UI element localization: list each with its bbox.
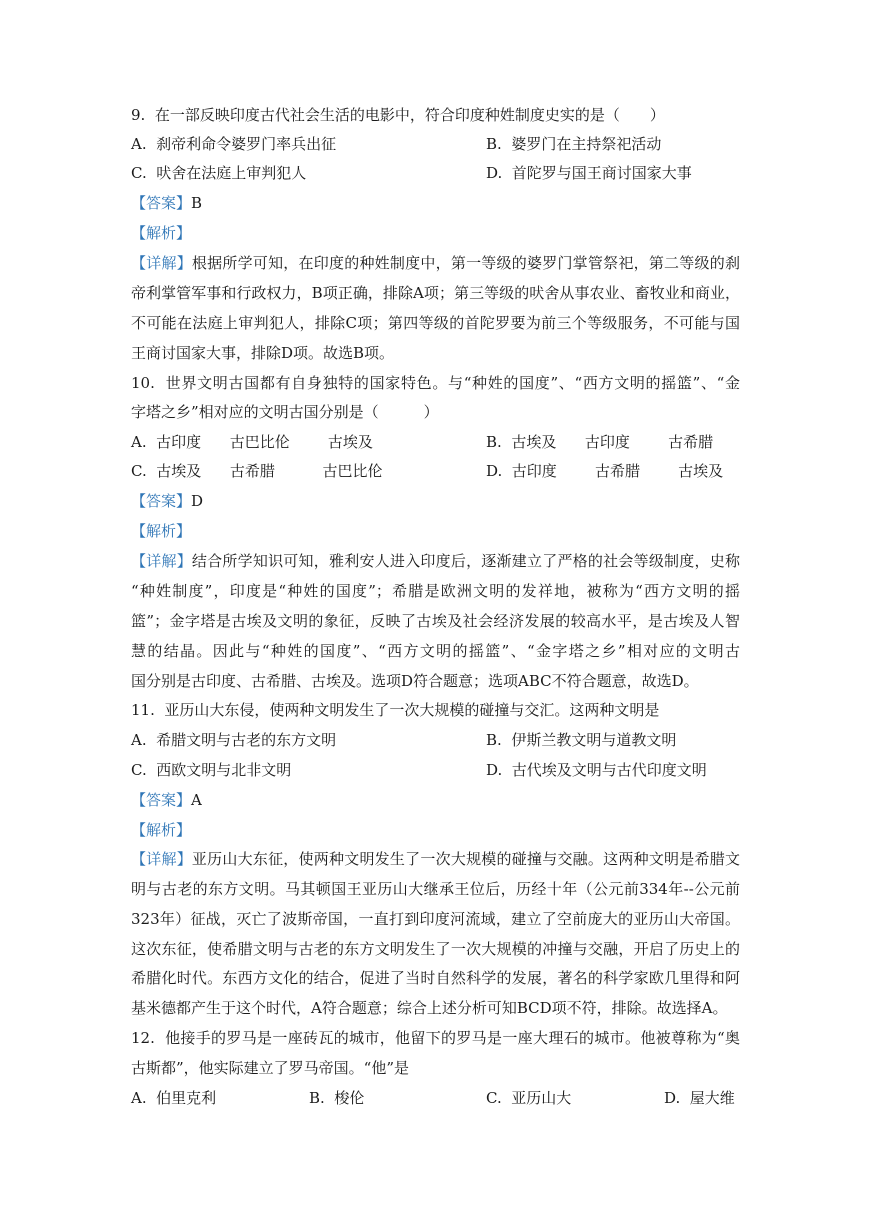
- q11-detail-line-3: 323年）征战，灭亡了波斯帝国，一直打到印度河流域，建立了空前庞大的亚历山大帝国。: [131, 910, 740, 928]
- answer-tag: 【答案】: [131, 791, 192, 809]
- question-9-stem: [131, 105, 665, 125]
- q11-detail-line-2: 明与古老的东方文明。马其顿国王亚历山大继承王位后，历经十年（公元前334年--公元前: [131, 880, 740, 898]
- q9-detail-line-1: [131, 253, 740, 273]
- q11-option-c: C. 西欧文明与北非文明: [131, 761, 292, 779]
- question-number: 11.: [131, 701, 155, 719]
- q10-detail-line-1: [131, 551, 740, 571]
- q10-answer: [131, 491, 203, 511]
- q11-detail-line-1: [131, 849, 740, 869]
- q12-option-c: C. 亚历山大: [486, 1089, 572, 1107]
- q11-option-b: B. 伊斯兰教文明与道教文明: [486, 731, 677, 749]
- question-10-stem-2: 字塔之乡”相对应的文明古国分别是（ ）: [131, 403, 439, 421]
- question-12-stem-2: 古斯都”，他实际建立了罗马帝国。“他”是: [131, 1059, 410, 1077]
- q10-detail-line-5: 国分别是古印度、古希腊、古埃及。选项D符合题意；选项ABC不符合题意，故选D。: [131, 672, 699, 690]
- q9-detail-line-3: 不可能在法庭上审判犯人，排除C项；第四等级的首陀罗要为前三个等级服务，不可能与国: [131, 314, 740, 332]
- detail-text: 结合所学知识可知，雅利安人进入印度后，逐渐建立了严格的社会等级制度，史称: [191, 552, 740, 570]
- q11-detail-line-6: 基米德都产生于这个时代，A符合题意；综合上述分析可知BCD项不符，排除。故选择A。: [131, 999, 728, 1017]
- q9-detail-line-2: 帝利掌管军事和行政权力，B项正确，排除A项；第三等级的吠舍从事农业、畜牧业和商业，: [131, 284, 740, 302]
- question-11-stem: [131, 700, 659, 720]
- q11-option-a: A. 希腊文明与古老的东方文明: [131, 731, 337, 749]
- question-10-stem-1: [131, 373, 740, 393]
- q9-option-d: D. 首陀罗与国王商讨国家大事: [486, 164, 692, 182]
- q10-option-c: C. 古埃及 古希腊 古巴比伦: [131, 462, 383, 480]
- q9-analysis-tag: [131, 223, 191, 243]
- detail-text: 亚历山大东征，使两种文明发生了一次大规模的碰撞与交融。这两种文明是希腊文: [191, 850, 740, 868]
- answer-tag: 【答案】: [131, 492, 192, 510]
- answer-value: A: [191, 791, 202, 809]
- q10-detail-line-4: 慧的结晶。因此与“种姓的国度”、“西方文明的摇篮”、“金字塔之乡”相对应的文明古: [131, 642, 740, 660]
- q10-detail-line-2: “种姓制度”，印度是“种姓的国度”；希腊是欧洲文明的发祥地，被称为“西方文明的摇: [131, 582, 740, 600]
- question-12-stem-1: [131, 1028, 740, 1048]
- analysis-tag: 【解析】: [131, 224, 192, 242]
- analysis-tag: 【解析】: [131, 522, 192, 540]
- question-text: 在一部反映印度古代社会生活的电影中，符合印度种姓制度史实的是（ ）: [154, 106, 665, 124]
- answer-value: B: [191, 194, 203, 212]
- q9-option-c: C. 吠舍在法庭上审判犯人: [131, 164, 307, 182]
- question-text: 他接手的罗马是一座砖瓦的城市，他留下的罗马是一座大理石的城市。他被尊称为“奥: [165, 1029, 740, 1047]
- q9-answer: [131, 193, 202, 213]
- answer-value: D: [191, 492, 204, 510]
- q11-detail-line-4: 这次东征，使希腊文明与古老的东方文明发生了一次大规模的冲撞与交融，开启了历史上的: [131, 940, 740, 958]
- q10-analysis-tag: [131, 521, 191, 541]
- question-text: 亚历山大东侵，使两种文明发生了一次大规模的碰撞与交汇。这两种文明是: [164, 701, 660, 719]
- q11-detail-line-5: 希腊化时代。东西方文化的结合，促进了当时自然科学的发展，著名的科学家欧几里得和阿: [131, 969, 740, 987]
- analysis-tag: 【解析】: [131, 821, 192, 839]
- q10-option-b: B. 古埃及 古印度 古希腊: [486, 433, 714, 451]
- q9-detail-line-4: 王商讨国家大事，排除D项。故选B项。: [131, 344, 395, 362]
- q12-option-b: B. 梭伦: [309, 1089, 365, 1107]
- detail-tag: 【详解】: [131, 254, 192, 272]
- q9-option-b: B. 婆罗门在主持祭祀活动: [486, 135, 662, 153]
- question-number: 9.: [131, 106, 146, 124]
- detail-text: 根据所学可知，在印度的种姓制度中，第一等级的婆罗门掌管祭祀，第二等级的刹: [191, 254, 740, 272]
- q12-option-a: A. 伯里克利: [131, 1089, 217, 1107]
- question-number: 10.: [131, 374, 155, 392]
- question-number: 12.: [131, 1029, 155, 1047]
- detail-tag: 【详解】: [131, 552, 192, 570]
- q10-option-d: D. 古印度 古希腊 古埃及: [486, 462, 724, 480]
- q10-detail-line-3: 篮”；金字塔是古埃及文明的象征，反映了古埃及社会经济发展的较高水平，是古埃及人智: [131, 612, 740, 630]
- q12-option-d: D. 屋大维: [664, 1089, 735, 1107]
- answer-tag: 【答案】: [131, 194, 192, 212]
- q10-option-a: A. 古印度 古巴比伦 古埃及: [131, 433, 373, 451]
- q11-answer: [131, 790, 202, 810]
- q11-option-d: D. 古代埃及文明与古代印度文明: [486, 761, 707, 779]
- detail-tag: 【详解】: [131, 850, 192, 868]
- q11-analysis-tag: [131, 820, 191, 840]
- q9-option-a: A. 刹帝利命令婆罗门率兵出征: [131, 135, 337, 153]
- question-text: 世界文明古国都有自身独特的国家特色。与“种姓的国度”、“西方文明的摇篮”、“金: [165, 374, 740, 392]
